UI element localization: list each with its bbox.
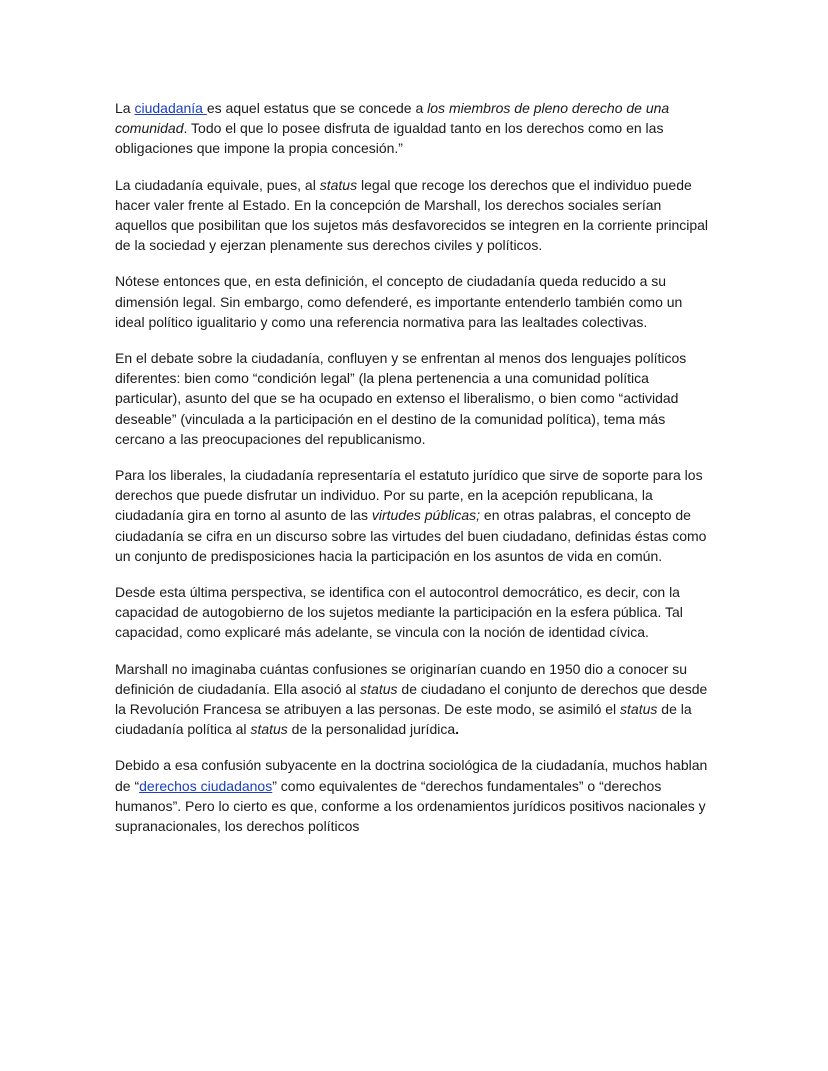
bold-period: . bbox=[455, 721, 460, 738]
text-span: es aquel estatus que se concede a bbox=[206, 100, 428, 116]
paragraph-3: Nótese entonces que, en esta definición, el concepto de ciudadanía queda reducido a su dimensión legal. Sin embargo, como defenderé, es importante entenderlo también como un ideal político igualitario y como una referencia normativa para las lealtades colectivas. bbox=[115, 273, 683, 330]
text-span: Debido a esa confusión subyacente en la doctrina sociológica de la ciudadanía, muchos hablan de “ bbox=[115, 757, 708, 794]
emphasis-text: virtudes públicas; bbox=[371, 507, 481, 524]
text-span: Marshall no imaginaba cuántas confusiones se originarían cuando en 1950 dio a conocer su definición de ciudadanía. Ella asoció al bbox=[115, 660, 688, 697]
derechos-ciudadanos-link[interactable]: derechos ciudadanos bbox=[139, 777, 273, 794]
text-span: ” como equivalentes de “derechos fundamentales” o “derechos humanos”. Pero lo cierto es que, conforme a los ordenamientos jurídicos positivos nacionales y supranacionales, los derechos políticos bbox=[115, 777, 706, 835]
paragraph-1 bbox=[115, 98, 715, 159]
paragraph-7 bbox=[115, 659, 715, 740]
emphasis-text: status bbox=[319, 176, 358, 193]
document-body bbox=[115, 98, 715, 852]
text-span: de la ciudadanía política al bbox=[115, 701, 692, 738]
emphasis-text: status bbox=[620, 701, 658, 718]
text-span: de ciudadano el conjunto de derechos que desde la Revolución Francesa se atribuyen a las personas. De este modo, se asimiló el bbox=[115, 680, 708, 718]
emphasis-text: status bbox=[250, 721, 288, 738]
paragraph-6: Desde esta última perspectiva, se identifica con el autocontrol democrático, es decir, con la capacidad de autogobierno de los sujetos mediante la participación en la esfera pública. Tal capacidad, como explicaré más adelante, se vincula con la noción de identidad cívica. bbox=[115, 584, 683, 641]
text-span: La bbox=[115, 100, 135, 116]
text-span: legal que recoge los derechos que el individuo puede hacer valer frente al Estado. En la concepción de Marshall, los derechos sociales serían aquellos que posibilitan que los sujetos más desfavorecidos se integren en la corriente principal de la sociedad y ejerzan plenamente sus derechos civiles y políticos. bbox=[115, 176, 709, 254]
text-span: en otras palabras, el concepto de ciudadanía se cifra en un discurso sobre las virtudes del buen ciudadano, definidas éstas como un conjunto de predisposiciones hacia la participación en los asuntos de vida en común. bbox=[115, 507, 707, 564]
paragraph-8 bbox=[115, 755, 715, 836]
text-span: Para los liberales, la ciudadanía representaría el estatuto jurídico que sirve de soporte para los derechos que puede disfrutar un individuo. Por su parte, en la acepción republicana, la ciudadanía gira en torno al asunto de las bbox=[115, 467, 703, 524]
text-span: de la personalidad jurídica bbox=[287, 721, 456, 738]
text-span: . Todo el que lo posee disfruta de igualdad tanto en los derechos como en las obligaciones que impone la propia concesión.” bbox=[115, 120, 664, 157]
ciudadania-link[interactable]: ciudadanía bbox=[134, 100, 207, 116]
emphasis-text: los miembros de pleno derecho de una comunidad bbox=[115, 100, 670, 137]
emphasis-text: status bbox=[360, 680, 398, 697]
text-span: La ciudadanía equivale, pues, al bbox=[115, 176, 320, 193]
paragraph-5 bbox=[115, 465, 715, 566]
paragraph-4: En el debate sobre la ciudadanía, confluyen y se enfrentan al menos dos lenguajes políticos diferentes: bien como “condición legal” (la plena pertenencia a una comunidad política particular), asunto del que se ha ocupado en extenso el liberalismo, o bien como “actividad deseable” (vinculada a la participación en el destino de la comunidad política), tema más cercano a las preocupaciones del republicanismo. bbox=[115, 350, 687, 447]
paragraph-2 bbox=[115, 175, 715, 256]
